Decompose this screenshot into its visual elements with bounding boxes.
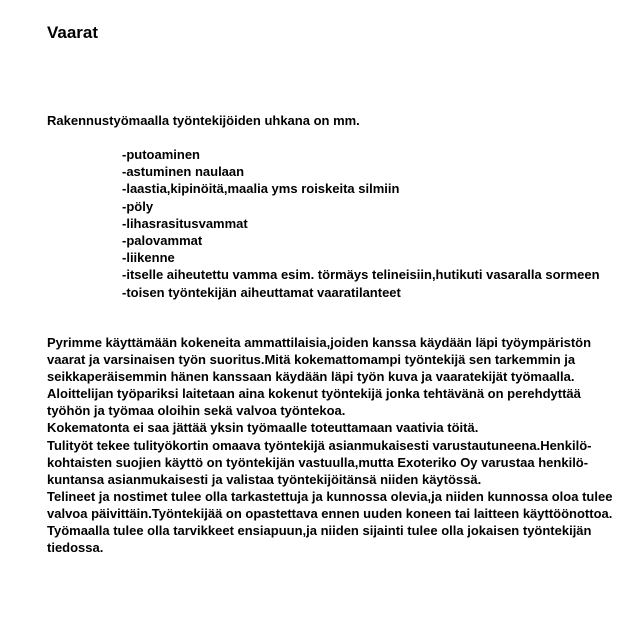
body-line: työhön ja työmaa oloihin sekä valvoa työntekoa. (47, 403, 346, 419)
body-line: valvoa päivittäin.Työntekijää on opastettava ennen uuden koneen tai laitteen käyttöönottoa. (47, 505, 613, 521)
body-line: tiedossa. (47, 540, 104, 556)
body-line: kuntansa asianmukaisesti ja valistaa työntekijöitänsä niiden käytössä. (47, 471, 482, 487)
body-line: Pyrimme käyttämään kokeneita ammattilaisia,joiden kanssa käydään läpi työympäristön (47, 335, 592, 350)
body-line: Kokematonta ei saa jättää yksin työmaalle toteuttamaan vaativia töitä. (47, 420, 479, 436)
hazard-list-item: -pöly (122, 198, 154, 214)
body-line: Tulityöt tekee tulityökortin omaava työntekijä asianmukaisesti varustautuneena.Henkilö- (47, 437, 592, 453)
body-line: kohtaisten suojien käyttö on työntekijän vastuulla,mutta Exoteriko Oy varustaa henkilö- (47, 454, 589, 470)
document-title: Vaarat (47, 23, 99, 42)
hazard-list-item: -toisen työntekijän aiheuttamat vaaratilanteet (122, 284, 401, 300)
hazard-list-item: -liikenne (122, 250, 175, 266)
hazard-list-item: -lihasrasitusvammat (122, 215, 248, 231)
body-line: seikkaperäisemmin hänen kanssaan käydään läpi työn kuva ja vaaratekijät työmaalla. (47, 369, 575, 385)
hazard-list-item: -itselle aiheutettu vamma esim. törmäys telineisiin,hutikuti vasaralla sormeen (122, 267, 600, 283)
hazard-list-item: -astuminen naulaan (122, 164, 245, 180)
body-paragraph (47, 334, 613, 556)
body-line: Telineet ja nostimet tulee olla tarkastettuja ja kunnossa olevia,ja niiden kunnossa oloa tulee (47, 488, 613, 504)
body-line: Työmaalla tulee olla tarvikkeet ensiapuun,ja niiden sijainti tulee olla jokaisen työntekijän (47, 523, 592, 539)
hazard-list-item: -putoaminen (122, 147, 200, 162)
body-line: Aloittelijan työpariksi laitetaan aina kokenut työntekijä jonka tehtävänä on perehdyttää (47, 386, 581, 402)
hazard-list (122, 146, 600, 301)
body-line: vaarat ja varsinaisen työn suoritus.Mitä kokemattomampi työntekijä sen tarkemmin ja (47, 352, 576, 368)
hazard-list-item: -laastia,kipinöitä,maalia yms roiskeita silmiin (122, 181, 400, 197)
hazard-list-item: -palovammat (122, 233, 203, 249)
intro-paragraph: Rakennustyömaalla työntekijöiden uhkana on mm. (47, 113, 360, 128)
